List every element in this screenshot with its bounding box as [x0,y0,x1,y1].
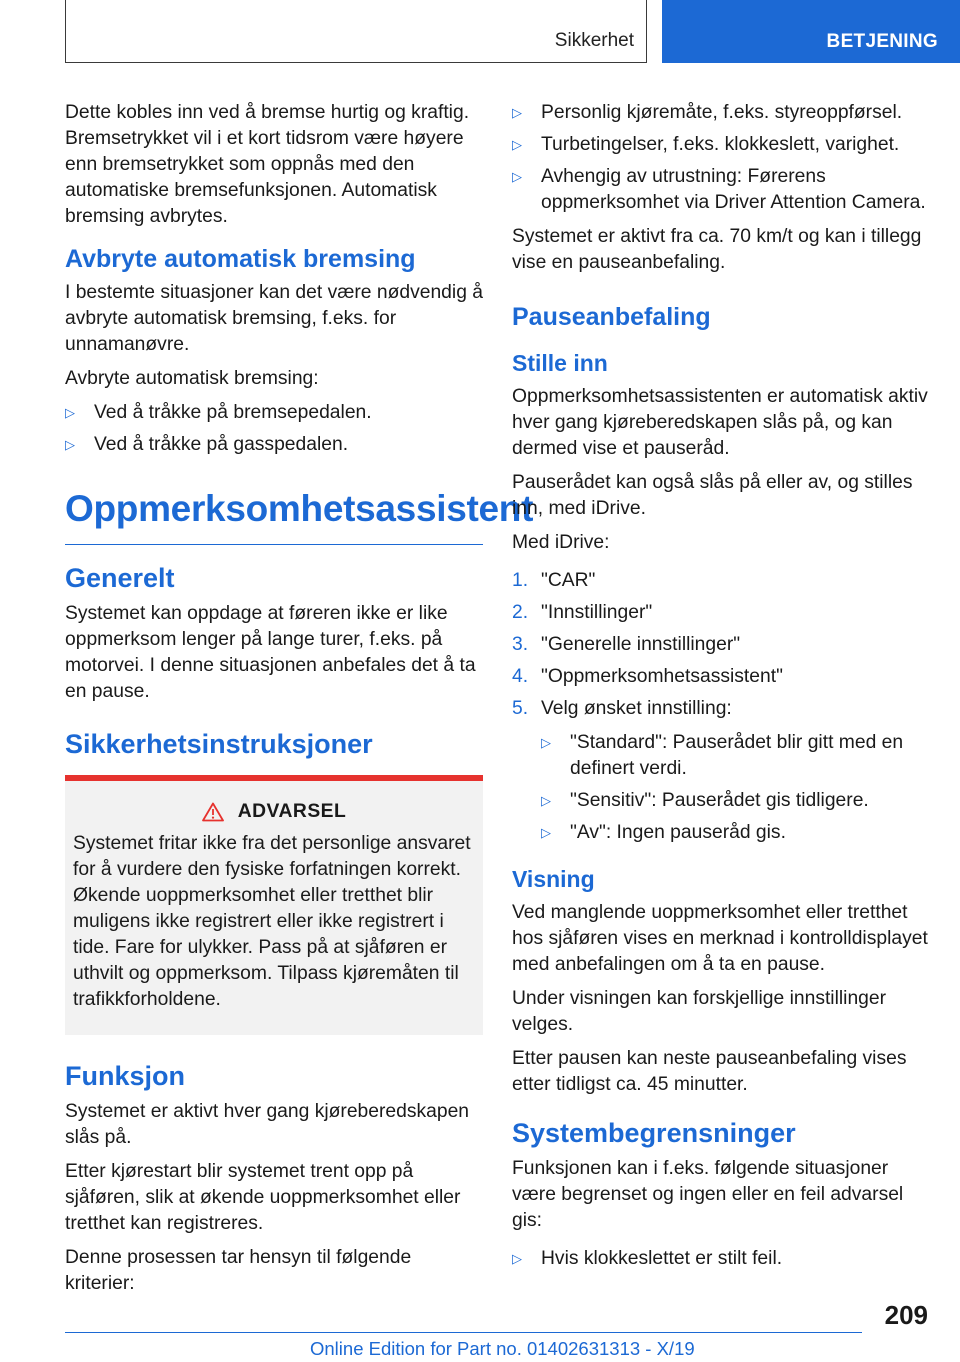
active-paragraph: Systemet er aktivt fra ca. 70 km/t og kan i tillegg vise en pauseanbefaling. [512,226,922,273]
step-item: 4. "Oppmerksomhetsassistent" [512,664,932,690]
step-number: 4. [512,666,529,687]
step-item: 1. "CAR" [512,568,932,594]
header-section-title: Sikkerhet [554,30,634,51]
footer-divider [65,1332,862,1333]
step-number: 3. [512,634,529,655]
list-item: ▷ Personlig kjøremåte, f.eks. styreoppførsel. [512,100,932,126]
triangle-right-icon: ▷ [541,735,551,750]
step-number: 1. [512,570,529,591]
list-item: ▷ Hvis klokkeslettet er stilt feil. [512,1246,932,1272]
function-heading: Funksjon [65,1061,185,1091]
page-number: 209 [884,1300,928,1330]
display-paragraph-1: Ved manglende uoppmerksomhet eller tretthet hos sjåføren vises en merknad i kontrolldisplayet med anbefalingen om å ta en pause. [512,902,928,975]
warning-title-row [73,801,475,823]
step-item: 5. Velg ønsket innstilling: [512,696,932,722]
display-paragraph-2: Under visningen kan forskjellige innstillinger velges. [512,988,887,1035]
header-chapter-tab [662,0,960,63]
function-paragraph-1: Systemet er aktivt hver gang kjøreberedskapen slås på. [65,1101,470,1148]
topic-title: Oppmerksomhetsassistent [65,486,483,545]
triangle-right-icon: ▷ [512,169,522,184]
setup-heading: Stille inn [512,350,608,376]
limits-heading: Systembegrensninger [512,1118,796,1148]
list-item: ▷ Avhengig av utrustning: Førerens oppmerksomhet via Driver Attention Camera. [512,166,926,213]
warning-triangle-icon [202,802,224,822]
warning-box [65,775,483,1035]
list-item: ▷ "Standard": Pauserådet blir gitt med en definert verdi. [541,732,904,779]
triangle-right-icon: ▷ [65,437,75,452]
pause-heading: Pauseanbefaling [512,303,711,331]
triangle-right-icon: ▷ [65,405,75,420]
triangle-right-icon: ▷ [512,137,522,152]
limits-paragraph: Funksjonen kan i f.eks. følgende situasjoner være begrenset og ingen eller en feil advarsel gis: [512,1158,904,1231]
setup-paragraph-1: Oppmerksomhetsassistenten er automatisk aktiv hver gang kjøreberedskapen slås på, og kan dermed vise et pauseråd. [512,386,928,459]
step-number: 2. [512,602,529,623]
display-paragraph-3: Etter pausen kan neste pauseanbefaling vises etter tidligst ca. 45 minutter. [512,1048,907,1095]
abort-paragraph: I bestemte situasjoner kan det være nødvendig å avbryte automatisk bremsing, f.eks. for unnamanøvre. [65,282,483,355]
idrive-lead: Med iDrive: [512,532,610,553]
triangle-right-icon: ▷ [541,793,551,808]
triangle-right-icon: ▷ [541,825,551,840]
step-number: 5. [512,698,529,719]
idrive-steps [512,568,932,722]
list-item: ▷ Ved å tråkke på bremsepedalen. [65,400,483,426]
list-item: ▷ Turbetingelser, f.eks. klokkeslett, varighet. [512,132,932,158]
setting-options [541,730,932,846]
right-column [512,100,932,1280]
abort-heading: Avbryte automatisk bremsing [65,245,416,273]
list-item: ▷ "Sensitiv": Pauserådet gis tidligere. [541,788,932,814]
step-item: 2. "Innstillinger" [512,600,932,626]
criteria-list [512,100,932,216]
list-item: ▷ Ved å tråkke på gasspedalen. [65,432,483,458]
triangle-right-icon: ▷ [512,105,522,120]
general-paragraph: Systemet kan oppdage at føreren ikke er like oppmerksom lenger på lange turer, f.eks. på motorvei. I denne situasjonen anbefales det å ta en pause. [65,603,476,702]
general-heading: Generelt [65,563,175,593]
function-paragraph-3: Denne prosessen tar hensyn til følgende kriterier: [65,1247,412,1294]
list-item: ▷ "Av": Ingen pauseråd gis. [541,820,932,846]
header-chapter-title: BETJENING [826,31,938,52]
header-section-tab [65,0,647,63]
limits-list [512,1246,932,1272]
triangle-right-icon: ▷ [512,1251,522,1266]
abort-lead: Avbryte automatisk bremsing: [65,368,319,389]
setup-paragraph-2: Pauserådet kan også slås på eller av, og stilles inn, med iDrive. [512,472,913,519]
step-item: 3. "Generelle innstillinger" [512,632,932,658]
display-heading: Visning [512,866,595,892]
intro-paragraph: Dette kobles inn ved å bremse hurtig og kraftig. Bremsetrykket vil i et kort tidsrom være høyere enn bremsetrykket som oppnås med den automatiske bremsefunksjonen. Automatisk bremsing avbrytes. [65,102,470,227]
abort-list [65,400,483,458]
footer-edition: Online Edition for Part no. 01402631313 - X/19 [310,1338,695,1359]
warning-text: Systemet fritar ikke fra det personlige ansvaret for å vurdere den fysiske forfatningen korrekt. Økende uoppmerksomhet eller tretthet blir muligens ikke registrert eller ikke registrert i tide. Fare for ulykker. Pass på at sjåføren er uthvilt og oppmerksom. Tilpass kjøremåten til trafikkforholdene. [73,833,471,1010]
warning-title: ADVARSEL [237,801,347,822]
function-paragraph-2: Etter kjørestart blir systemet trent opp på sjåføren, slik at økende uoppmerksomhet eller tretthet kan registreres. [65,1161,461,1234]
left-column [65,100,534,1305]
safety-heading: Sikkerhetsinstruksjoner [65,729,373,759]
